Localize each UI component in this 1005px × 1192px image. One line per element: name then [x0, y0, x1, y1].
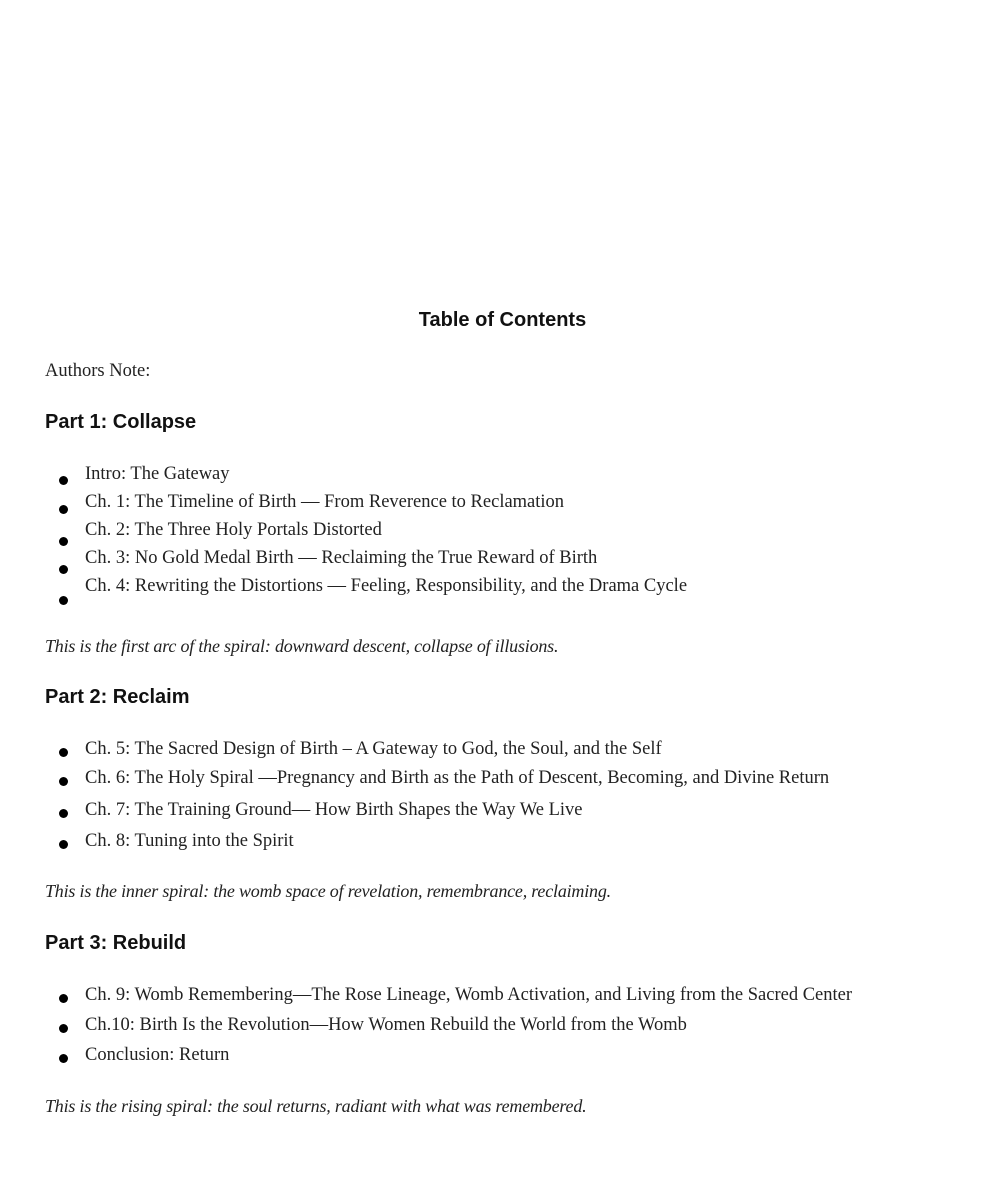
bullet-icon — [59, 1054, 68, 1063]
list-item: Ch. 9: Womb Remembering—The Rose Lineage, Womb Activation, and Living from the Sacred Center — [85, 985, 853, 1005]
bullet-icon — [59, 994, 68, 1003]
bullet-icon — [59, 505, 68, 514]
list-item: Ch. 2: The Three Holy Portals Distorted — [85, 520, 382, 540]
list-item: Ch. 6: The Holy Spiral —Pregnancy and Birth as the Path of Descent, Becoming, and Divine Return — [85, 768, 830, 788]
bullet-icon — [59, 537, 68, 546]
bullet-icon — [59, 809, 68, 818]
part-heading: Part 2: Reclaim — [45, 686, 190, 708]
list-item: Intro: The Gateway — [85, 464, 230, 484]
part-note: This is the rising spiral: the soul returns, radiant with what was remembered. — [45, 1096, 587, 1116]
bullet-icon — [59, 565, 68, 574]
list-item: Ch. 3: No Gold Medal Birth — Reclaiming the True Reward of Birth — [85, 548, 598, 568]
part-note: This is the first arc of the spiral: downward descent, collapse of illusions. — [45, 636, 559, 656]
bullet-icon — [59, 748, 68, 757]
part-note: This is the inner spiral: the womb space of revelation, remembrance, reclaiming. — [45, 881, 611, 901]
list-item: Ch. 5: The Sacred Design of Birth – A Gateway to God, the Soul, and the Self — [85, 739, 662, 759]
part-heading: Part 1: Collapse — [45, 411, 197, 433]
bullet-icon — [59, 777, 68, 786]
page-title: Table of Contents — [418, 309, 587, 331]
list-item: Conclusion: Return — [85, 1045, 230, 1065]
bullet-icon — [59, 840, 68, 849]
list-item: Ch. 1: The Timeline of Birth — From Reverence to Reclamation — [85, 492, 565, 512]
list-item: Ch.10: Birth Is the Revolution—How Women Rebuild the World from the Womb — [85, 1015, 687, 1035]
authors-note: Authors Note: — [45, 361, 151, 381]
list-item: Ch. 7: The Training Ground— How Birth Shapes the Way We Live — [85, 800, 583, 820]
bullet-icon — [59, 596, 68, 605]
list-item: Ch. 8: Tuning into the Spirit — [85, 831, 294, 851]
list-item: Ch. 4: Rewriting the Distortions — Feeling, Responsibility, and the Drama Cycle — [85, 576, 688, 596]
bullet-icon — [59, 1024, 68, 1033]
bullet-icon — [59, 476, 68, 485]
part-heading: Part 3: Rebuild — [45, 932, 187, 954]
